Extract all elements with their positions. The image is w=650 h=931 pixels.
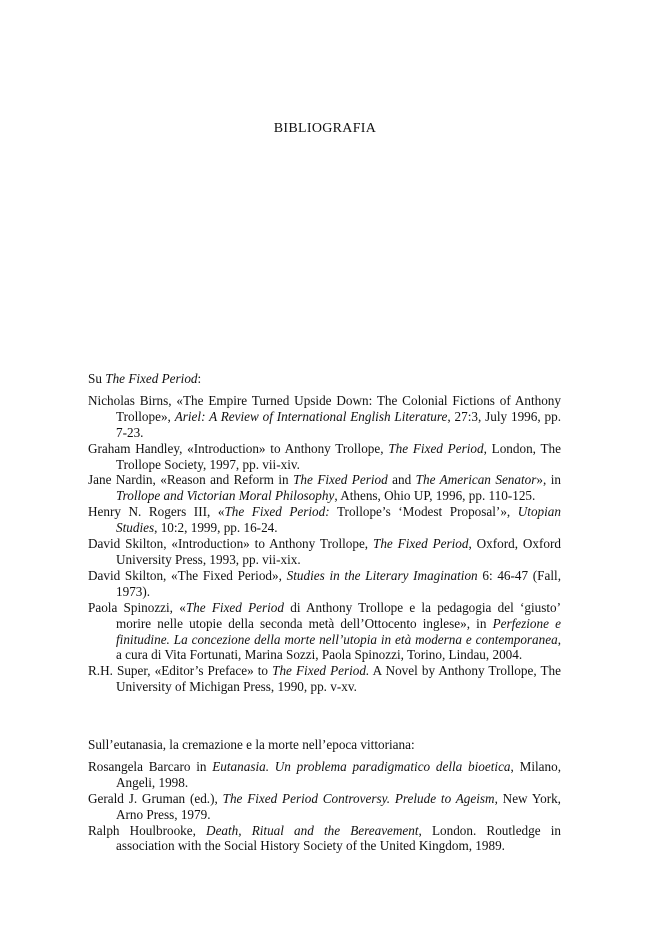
bibliography-entry: [88, 791, 561, 823]
entry-text: , 27:3, July 1996, pp. 7-23.: [116, 408, 562, 440]
section-heading-suffix: :: [197, 371, 202, 386]
page-title: BIBLIOGRAFIA: [273, 121, 377, 136]
entry-text: 6: 46-47 (Fall, 1973).: [116, 567, 561, 599]
bibliography-entry: [88, 536, 561, 568]
entry-text: Jane Nardin, «Reason and Reform in: [88, 472, 294, 488]
entry-title-italic: Utopian Studies: [116, 504, 561, 536]
entry-text: Henry N. Rogers III, «: [88, 504, 225, 520]
entry-text: A Novel by Anthony Trollope, The University of Michigan Press, 1990, pp. v-xv.: [116, 663, 562, 695]
entry-text: Graham Handley, «Introduction» to Anthony Trollope,: [88, 440, 389, 456]
entry-list: [88, 759, 561, 854]
entry-text: , New York, Arno Press, 1979.: [116, 790, 561, 822]
entry-list: [88, 393, 561, 695]
bibliography-entry: [88, 393, 561, 441]
entry-text: , Oxford, Oxford University Press, 1993, pp. vii-xix.: [116, 536, 562, 567]
entry-title-italic: The Fixed Period: [388, 440, 484, 456]
bibliography-entry: [88, 600, 561, 664]
bibliography-entry: [88, 759, 561, 791]
bibliography-entry: [88, 472, 561, 504]
entry-text: di Anthony Trollope e la pedagogia del ‘giusto’ morire nelle utopie della seconda metà dell’Ottocento inglese», in: [116, 599, 561, 631]
entry-title-italic: Death, Ritual and the Bereavement: [206, 822, 419, 838]
bibliography-entry: [88, 823, 561, 855]
entry-text: , Athens, Ohio UP, 1996, pp. 110-125.: [334, 488, 536, 504]
entry-text: R.H. Super, «Editor’s Preface» to: [88, 663, 273, 679]
entry-title-italic: Trollope and Victorian Moral Philosophy: [116, 488, 335, 504]
entry-text: Nicholas Birns, «The Empire Turned Upside Down: The Colonial Fictions of Anthony Trollope»,: [88, 392, 561, 424]
entry-title-italic: The Fixed Period: [373, 536, 469, 552]
entry-text: Gerald J. Gruman (ed.),: [88, 790, 223, 806]
entry-title-italic: The Fixed Period.: [272, 663, 370, 679]
section-heading: [88, 371, 561, 387]
entry-title-italic: The Fixed Period: [185, 599, 284, 615]
bibliography-section-fixed-period: [88, 371, 561, 695]
bibliography-entry: [88, 441, 561, 473]
entry-text: Ralph Houlbrooke,: [88, 822, 207, 838]
entry-title-italic: The Fixed Period Controversy. Prelude to Ageism: [222, 790, 495, 806]
entry-text: Paola Spinozzi, «: [88, 599, 186, 615]
entry-text: , London, The Trollope Society, 1997, pp. vii-xiv.: [116, 440, 561, 472]
entry-title-italic: The Fixed Period: [293, 472, 388, 488]
entry-text: », in: [536, 472, 561, 488]
entry-text: Trollope’s ‘Modest Proposal’»,: [329, 504, 518, 520]
bibliography-entry: [88, 663, 561, 695]
bibliography-entry: [88, 504, 561, 536]
bibliography-entry: [88, 568, 561, 600]
entry-title-italic: Eutanasia. Un problema paradigmatico della bioetica: [212, 758, 511, 774]
section-heading: [88, 737, 561, 753]
entry-text: , Milano, Angeli, 1998.: [116, 758, 561, 790]
entry-text: , a cura di Vita Fortunati, Marina Sozzi, Paola Spinozzi, Torino, Lindau, 2004.: [116, 631, 561, 663]
entry-text: and: [387, 472, 416, 488]
entry-title-italic: Ariel: A Review of International English Literature: [174, 408, 448, 424]
entry-title-italic: The American Senator: [415, 472, 537, 488]
entry-text: , London. Routledge in association with the Social History Society of the United Kingdom, 1989.: [116, 822, 561, 854]
entry-title-italic: Perfezione e finitudine. La concezione della morte nell’utopia in età moderna e contemporanea: [116, 615, 561, 647]
entry-text: , 10:2, 1999, pp. 16-24.: [154, 520, 278, 536]
entry-title-italic: The Fixed Period:: [224, 504, 330, 520]
section-heading-prefix: Su: [88, 371, 106, 386]
section-heading-italic: The Fixed Period: [105, 371, 198, 386]
section-heading-prefix: Sull’eutanasia, la cremazione e la morte nell’epoca vittoriana:: [88, 737, 415, 752]
entry-text: David Skilton, «The Fixed Period»,: [88, 567, 287, 583]
bibliography-section-euthanasia: [88, 737, 561, 854]
entry-title-italic: Studies in the Literary Imagination: [286, 567, 478, 583]
entry-text: Rosangela Barcaro in: [88, 758, 213, 774]
entry-text: David Skilton, «Introduction» to Anthony Trollope,: [88, 536, 373, 552]
